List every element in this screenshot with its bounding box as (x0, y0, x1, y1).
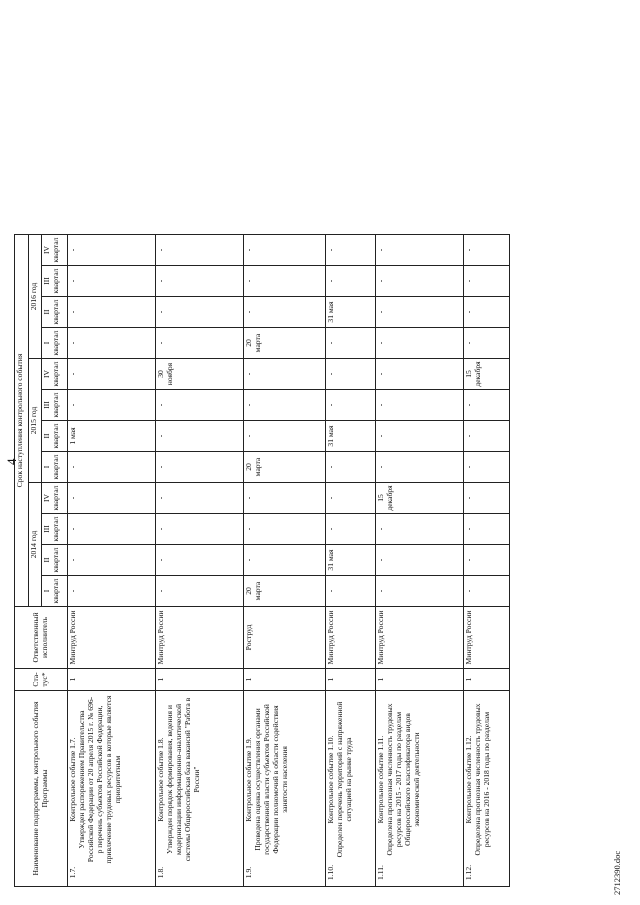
deadline-cell: - (68, 390, 156, 421)
event-number: 1.8. (156, 866, 165, 879)
header-quarter (42, 328, 68, 359)
quarter-numeral: II (42, 433, 51, 439)
deadline-cell: - (244, 266, 326, 297)
table-row (326, 235, 376, 887)
quarter-numeral: II (42, 557, 51, 563)
deadline-cell: - (244, 235, 326, 266)
table-row (68, 235, 156, 887)
quarter-word: квартал (50, 516, 60, 542)
deadline-cell: 20 марта (244, 452, 326, 483)
quarter-word: квартал (50, 547, 60, 573)
deadline-cell: 15 декабря (464, 359, 510, 390)
event-number: 1.9. (244, 866, 253, 879)
deadline-cell: - (156, 297, 244, 328)
deadline-cell: - (464, 514, 510, 545)
deadline-cell: - (376, 576, 464, 607)
header-name: Наименование подпрограммы, контрольного события Программы (15, 691, 68, 887)
header-quarter (42, 235, 68, 266)
deadline-cell: - (156, 266, 244, 297)
deadline-cell: - (326, 514, 376, 545)
quarter-word: квартал (50, 330, 60, 356)
deadline-cell: - (464, 576, 510, 607)
status-cell: 1 (376, 669, 464, 691)
event-number: 1.12. (464, 864, 473, 881)
deadline-cell: - (376, 390, 464, 421)
event-name-cell (156, 691, 244, 887)
deadline-cell: - (464, 483, 510, 514)
deadline-cell: - (68, 483, 156, 514)
executor-cell: Роструд (244, 607, 326, 669)
header-quarter (42, 483, 68, 514)
event-name-cell (376, 691, 464, 887)
header-year-2016: 2016 год (29, 235, 42, 359)
header-quarter (42, 421, 68, 452)
quarter-numeral: IV (42, 494, 51, 503)
deadline-cell: - (156, 390, 244, 421)
quarter-word: квартал (50, 268, 60, 294)
quarter-word: квартал (50, 299, 60, 325)
deadline-cell: - (376, 421, 464, 452)
quarter-numeral: I (42, 465, 51, 469)
header-quarter (42, 359, 68, 390)
event-name: Контрольное событие 1.9. Проведена оценка осуществления органами государственной власти субъектов Российской Федерации полномочий в области содействия занятости населения (244, 704, 289, 855)
deadline-cell: - (68, 545, 156, 576)
deadline-cell: - (376, 452, 464, 483)
deadline-cell: 1 мая (68, 421, 156, 452)
event-number: 1.10. (326, 864, 335, 881)
quarter-word: квартал (50, 237, 60, 263)
table-row (244, 235, 326, 887)
deadline-cell: - (156, 421, 244, 452)
table-row (464, 235, 510, 887)
deadline-cell: - (326, 390, 376, 421)
quarter-numeral: III (42, 277, 51, 285)
quarter-word: квартал (50, 578, 60, 604)
quarter-numeral: IV (42, 370, 51, 379)
deadline-cell: 31 мая (326, 297, 376, 328)
header-quarter (42, 390, 68, 421)
header-quarter (42, 545, 68, 576)
deadline-cell: - (156, 452, 244, 483)
deadline-cell: - (326, 483, 376, 514)
deadline-cell: - (156, 545, 244, 576)
deadline-cell: 15 декабря (376, 483, 464, 514)
executor-cell: Минтруд России (464, 607, 510, 669)
deadline-cell: - (464, 235, 510, 266)
event-name: Контрольное событие 1.10. Определен перечень территорий с напряженной ситуацией на рынке труда (326, 701, 353, 858)
event-name-cell (326, 691, 376, 887)
event-name: Контрольное событие 1.11. Определена прогнозная численность трудовых ресурсов на 2015 - 2017 годы по разделам Общероссийского классификатора видов экономической деятельности (376, 703, 421, 856)
deadline-cell: - (244, 297, 326, 328)
deadline-cell: - (464, 328, 510, 359)
footer-code: 2712390.doc (612, 850, 622, 895)
header-year-2014: 2014 год (29, 483, 42, 607)
header-quarter (42, 297, 68, 328)
deadline-cell: - (376, 359, 464, 390)
quarter-numeral: III (42, 525, 51, 533)
deadline-cell: - (376, 514, 464, 545)
deadline-cell: - (376, 235, 464, 266)
deadline-cell: - (464, 545, 510, 576)
executor-cell: Минтруд России (156, 607, 244, 669)
table-row (376, 235, 464, 887)
deadline-cell: - (244, 483, 326, 514)
header-quarter (42, 452, 68, 483)
quarter-word: квартал (50, 454, 60, 480)
header-quarter (42, 514, 68, 545)
deadline-cell: - (326, 452, 376, 483)
event-number: 1.11. (376, 865, 385, 880)
event-name: Контрольное событие 1.7. Утвержден распоряжением Правительства Российской Федерации от 20 апреля 2015 г. № 696-р перечень субъектов Российской Федерации, привлечение трудовых ресурсов в которые является приоритетным (68, 695, 122, 864)
deadline-cell: - (68, 514, 156, 545)
deadline-cell: - (376, 297, 464, 328)
deadline-cell: - (68, 297, 156, 328)
deadline-cell: - (244, 514, 326, 545)
deadline-cell: 31 мая (326, 545, 376, 576)
executor-cell: Минтруд России (376, 607, 464, 669)
deadline-cell: - (244, 421, 326, 452)
event-name-cell (464, 691, 510, 887)
deadline-cell: - (68, 576, 156, 607)
deadline-cell: 20 марта (244, 328, 326, 359)
deadline-cell: - (156, 576, 244, 607)
deadline-cell: - (376, 266, 464, 297)
quarter-numeral: III (42, 401, 51, 409)
status-cell: 1 (326, 669, 376, 691)
status-cell: 1 (464, 669, 510, 691)
deadline-cell: 20 марта (244, 576, 326, 607)
deadline-cell: - (68, 359, 156, 390)
header-quarter (42, 576, 68, 607)
deadline-cell: - (464, 390, 510, 421)
deadline-cell: - (156, 328, 244, 359)
deadline-cell: - (376, 545, 464, 576)
quarter-word: квартал (50, 485, 60, 511)
deadline-cell: 31 мая (326, 421, 376, 452)
quarter-numeral: I (42, 341, 51, 345)
table-row (156, 235, 244, 887)
header-quarter (42, 266, 68, 297)
deadline-cell: - (326, 235, 376, 266)
control-events-table (14, 234, 510, 887)
status-cell: 1 (68, 669, 156, 691)
deadline-cell: - (68, 266, 156, 297)
header-year-2015: 2015 год (29, 359, 42, 483)
deadline-cell: - (326, 328, 376, 359)
deadline-cell: - (464, 266, 510, 297)
event-number: 1.7. (68, 866, 77, 879)
deadline-cell: - (244, 359, 326, 390)
deadline-cell: - (156, 483, 244, 514)
event-name-cell (244, 691, 326, 887)
status-cell: 1 (156, 669, 244, 691)
quarter-word: квартал (50, 423, 60, 449)
page-number: 4 (4, 458, 19, 465)
header-executor: Ответственный исполнитель (15, 607, 68, 669)
status-cell: 1 (244, 669, 326, 691)
deadline-cell: - (464, 452, 510, 483)
event-name: Контрольное событие 1.12. Определена прогнозная численность трудовых ресурсов на 2016 - 2018 годы по разделам (464, 703, 491, 856)
quarter-numeral: II (42, 309, 51, 315)
deadline-cell: - (326, 359, 376, 390)
deadline-cell: - (464, 297, 510, 328)
executor-cell: Минтруд России (68, 607, 156, 669)
deadline-cell: - (244, 390, 326, 421)
quarter-numeral: IV (42, 246, 51, 255)
deadline-cell: - (156, 514, 244, 545)
deadline-cell: - (68, 328, 156, 359)
deadline-cell: - (326, 576, 376, 607)
deadline-cell: 30 ноября (156, 359, 244, 390)
deadline-cell: - (68, 235, 156, 266)
quarter-word: квартал (50, 392, 60, 418)
event-name: Контрольное событие 1.8. Утвержден порядок формирования, ведения и модернизации информационно-аналитической системы Общероссийская база вакансий "Работа в России" (156, 697, 201, 862)
event-name-cell (68, 691, 156, 887)
quarter-numeral: I (42, 589, 51, 593)
header-status: Ста-тус* (15, 669, 68, 691)
deadline-cell: - (376, 328, 464, 359)
deadline-cell: - (464, 421, 510, 452)
deadline-cell: - (244, 545, 326, 576)
executor-cell: Минтруд России (326, 607, 376, 669)
deadline-cell: - (156, 235, 244, 266)
header-deadline: Срок наступления контрольного события (15, 235, 29, 607)
deadline-cell: - (68, 452, 156, 483)
deadline-cell: - (326, 266, 376, 297)
quarter-word: квартал (50, 361, 60, 387)
